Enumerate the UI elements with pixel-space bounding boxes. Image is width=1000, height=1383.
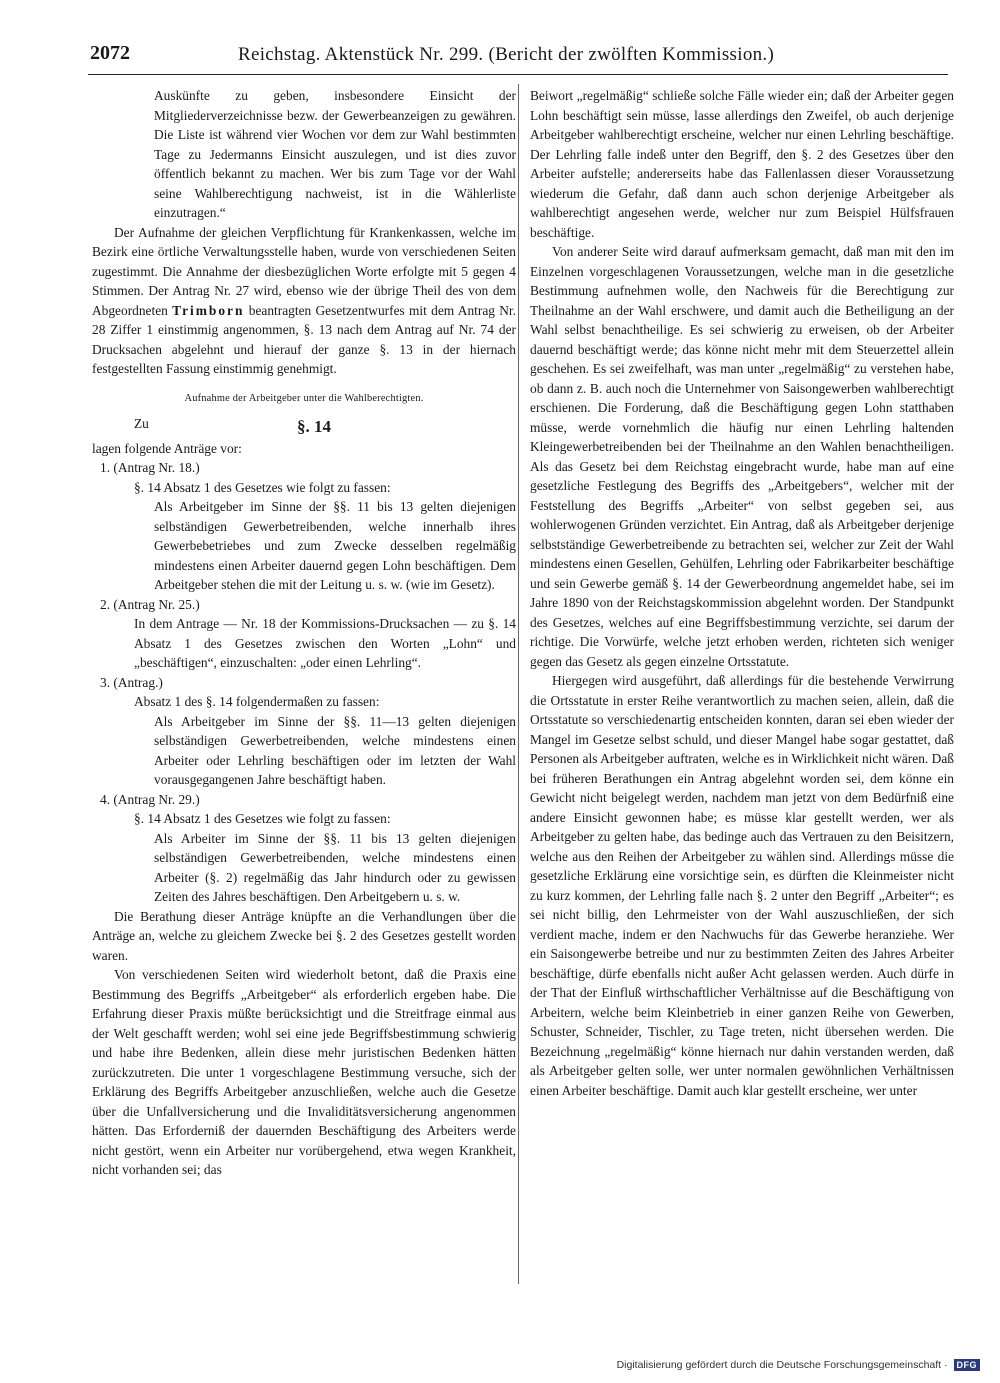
item-text: Als Arbeitgeber im Sinne der §§. 11—13 gelten diejenigen selbständigen Gewerbetreibenden, welche mindestens einen Arbeiter oder Lehrling beschäftigen oder im letzten der Wahl vorausgegangenen Jahre beschäftigt haben. <box>154 713 516 787</box>
item-text: Als Arbeiter im Sinne der §§. 11 bis 13 gelten diejenigen selbständigen Gewerbetreibenden, welche mindestens einen Arbeiter (§. 2) regelmäßig das Jahr hindurch oder zu gewissen Zeiten des Jahres beschäftigen. Den Arbeitgebern u. s. w. <box>154 830 516 904</box>
running-header <box>88 40 948 75</box>
footer-credit: Digitalisierung gefördert durch die Deutsche Forschungsgemeinschaft · <box>616 1359 948 1371</box>
paragraph: Die Berathung dieser Anträge knüpfte an die Verhandlungen über die Anträge an, welche zu gleichem Zwecke bei §. 2 des Gesetzes gestellt worden waren. <box>92 908 516 963</box>
left-column <box>92 86 516 1180</box>
zu-label: Zu <box>134 416 149 431</box>
quote-continuation: Auskünfte zu geben, insbesondere Einsicht der Mitgliederverzeichnisse bezw. der Gewerbeanzeigen zu gewähren. Die Liste ist während vier Wochen vor dem zur Wahl bestimmten Tage zu Jedermanns Einsicht auszulegen, und ist dies zuvor öffentlich bekannt zu machen. Wer bis zum Tage vor der Wahl seine Wahlberechtigung nachweist, ist in die Wählerliste einzutragen.“ <box>154 88 516 220</box>
paragraph <box>92 223 516 379</box>
paragraph: Hiergegen wird ausgeführt, daß allerdings für die bestehende Verwirrung die Ortsstatute in erster Reihe verantwortlich zu machen seien, allein, daß die Ortsstatute so verschiedenartig entscheiden konnten, daran sei eben wieder der Mangel im Gesetze selbst schuld, und dieser Mangel habe sogar gestattet, daß Personen als Arbeitgeber auftraten, welche es in Wirklichkeit nicht wären. Daß bei früheren Berathungen ein Antrag abgelehnt worden sei, dem könne ein Gewicht nicht beigelegt werden, nachdem man jetzt von dem Bedürfniß eine andere Einsicht gewonnen habe; es müsse klar gestellt werden, wer als Arbeitgeber zu gelten habe, das bedinge auch das Vertrauen zu den Beisitzern, welche aus den Reihen der Arbeitgeber zu wählen sind. Allerdings müsse die gesetzliche Erklärung eine vorsichtige sein, es dürften die Kleinmeister nicht zu kurz kommen, der Lehrling falle nach §. 2 unter den Begriff „Arbeiter“; es sei nicht billig, den Lehrmeister von der Wahl auszuschließen, der sich verdient mache, indem er den Nachwuchs für das Gewerbe heranziehe. Wer ein Saisongewerbe betreibe und nur zu bestimmten Zeiten des Jahres Arbeiter beschäftige, dürfe ebenfalls nicht außer Acht gelassen werden. Auch dürfe in der That der Einfluß wirthschaftlicher Verhältnisse auf die Beschäftigung von Arbeitern, welche beim Kleinbetrieb in einer ganzen Reihe von Gewerben, Schuster, Schneider, Tischler, zu Tage treten, nicht übersehen werden. Die Bezeichnung „regelmäßig“ könne hiernach nur dahin verstanden werden, daß als Arbeitgeber gelten solle, wer unter normalen gewöhnlichen Verhältnissen einen Arbeiter beschäftige. Damit auch klar gestellt erscheine, wer unter <box>530 673 954 1098</box>
item-label: 3. (Antrag.) <box>100 674 163 690</box>
paragraph: Von anderer Seite wird darauf aufmerksam gemacht, daß man mit den im Einzelnen vorgeschlagenen Voraussetzungen, welche man in die gesetzliche Bestimmung aufnehmen wolle, den Nachweis für die Berechtigung zur Theilnahme an der Wahl erschwere, und damit auch die Betheiligung an der Wahl selbst benachtheilige. Es sei schwierig zu erweisen, ob der Arbeiter dauernd beschäftigt werde; das könne nicht mehr mit dem Steuerzettel allein geschehen. Es sei zweifelhaft, was man unter „regelmäßig“ zu verstehen habe, ob dann z. B. auch noch die Unternehmer von Saisongewerben wahlberechtigt erschienen. Die Forderung, daß die Beschäftigung gegen Lohn statthaben müsse, werde vornehmlich die häufig nur einen Lehrling haltenden Kleingewerbetreibenden bei der Theilnahme an den Wahlen benachtheiligen. Als das Gesetz bei dem Reichstag eingebracht wurde, habe man auf eine gesetzliche Festlegung des Begriffs des „Arbeitgebers“, welcher mit der Feststellung des Begriffs „Arbeiter“ von selbst gegeben sei, aus wohlerwogenen Gründen verzichtet. Ein Antrag, daß als Arbeitgeber derjenige selbstständige Gewerbetreibende zu betrachten sei, welcher zur Zeit der Wahl mindestens einen Gesellen, Gehülfen, Lehrling oder Fabrikarbeiter beschäftige und sein Gewerbe gemäß §. 14 der Gewerbeordnung angemeldet habe, sei im Jahre 1890 von der Reichstagskommission abgelehnt worden. Der Standpunkt des Gesetzes, welches auf eine Begriffsbestimmung verzichte, sei darum der richtige. Die Vorwürfe, welche jetzt erhoben werden, richteten sich weniger gegen das Gesetz als gegen einzelne Ortsstatute. <box>530 244 954 669</box>
item-label: 2. (Antrag Nr. 25.) <box>100 596 200 612</box>
person-name: Trimborn <box>172 302 245 318</box>
item-instruction: Absatz 1 des §. 14 folgendermaßen zu fassen: <box>134 694 380 709</box>
paragraph: Von verschiedenen Seiten wird wiederholt betont, daß die Praxis eine Bestimmung des Begriffs „Arbeitgeber“ als erforderlich ergeben habe. Die Erfahrung dieser Praxis müßte berücksichtigt und die Streitfrage einmal aus der Welt geschafft werden; wohl sei eine jede Begriffsbestimmung schwierig und habe ihre Bedenken, allein diese mehr juristischen Bedenken hätten zurückzutreten. Die unter 1 vorgeschlagene Bestimmung versuche, sich der Erklärung des Begriffs Arbeitgeber anzuschließen, welche auch die Gesetze über die Unfallversicherung und die Invaliditätsversicherung angenommen hätten. Das Erforderniß der dauernden Beschäftigung des Arbeiters werde nicht gestört, wenn ein Arbeiter nur vorübergehend, etwa wegen Krankheit, nicht vorhanden sei; das <box>92 967 516 1177</box>
page-number: 2072 <box>90 42 130 64</box>
right-column <box>530 86 954 1100</box>
item-text: In dem Antrage — Nr. 18 der Kommissions-Drucksachen — zu §. 14 Absatz 1 des Gesetzes zwischen den Worten „Lohn“ und „beschäftigen“, einzuschalten: „oder einen Lehrling“. <box>134 616 516 670</box>
subheading: Aufnahme der Arbeitgeber unter die Wahlberechtigten. <box>184 392 424 404</box>
item-label: 1. (Antrag Nr. 18.) <box>100 460 200 475</box>
item-instruction: §. 14 Absatz 1 des Gesetzes wie folgt zu fassen: <box>134 479 391 495</box>
paragraph: Beiwort „regelmäßig“ schließe solche Fälle wieder ein; daß der Arbeiter gegen Lohn beschäftigt sein müsse, lasse allerdings den Zweifel, ob auch derjenige Arbeitgeber wahlberechtigt erscheine, welcher nur einen Lehrling beschäftige. Der Lehrling falle indeß unter den Begriff, den §. 2 des Gesetzes über den Arbeiter aufstelle; andererseits habe das Fallenlassen dieser Voraussetzung wiederum die Gefahr, daß dann auch schon derjenige Arbeitgeber als wahlberechtigt angesehen werde, welcher nur zum Beispiel Hülfsfrauen beschäftige. <box>530 88 954 240</box>
column-divider <box>518 84 519 1284</box>
item-label: 4. (Antrag Nr. 29.) <box>100 791 200 807</box>
intro-line: lagen folgende Anträge vor: <box>92 440 242 456</box>
item-instruction: §. 14 Absatz 1 des Gesetzes wie folgt zu fassen: <box>134 811 391 826</box>
section-heading: §. 14 <box>297 416 331 436</box>
digitization-footer <box>617 1357 980 1373</box>
item-text: Als Arbeitgeber im Sinne der §§. 11 bis 13 gelten diejenigen selbständigen Gewerbetreibenden, welche innerhalb ihres Gewerbebetriebes und zum Zwecke desselben regelmäßig mindestens einen Arbeiter dauernd gegen Lohn beschäftigen. Dem Arbeitgeber stehen die mit der Leitung u. s. w. (wie im Gesetz). <box>154 499 516 592</box>
paragraph-text: beantragten Gesetzentwurfes mit dem Antrag Nr. 28 Ziffer 1 einstimmig angenommen, §. 13 nach dem Antrag auf Nr. 74 der Drucksachen abgelehnt und hierauf der ganze §. 13 in der hiernach festgestellten Fassung einstimmig genehmigt. <box>92 302 516 376</box>
running-title: Reichstag. Aktenstück Nr. 299. (Bericht der zwölften Kommission.) <box>238 44 775 65</box>
dfg-logo: DFG <box>954 1359 981 1371</box>
paragraph-text: Der Aufnahme der gleichen Verpflichtung für Krankenkassen, welche im Bezirk eine örtliche Verwaltungsstelle haben, wurde von verschiedenen Seiten zugestimmt. Die Annahme der diesbezüglichen Worte erfolgte mit 5 gegen 4 Stimmen. Der Antrag Nr. 27 wird, ebenso wie der übrige Theil des von dem Abgeordneten <box>92 224 516 318</box>
